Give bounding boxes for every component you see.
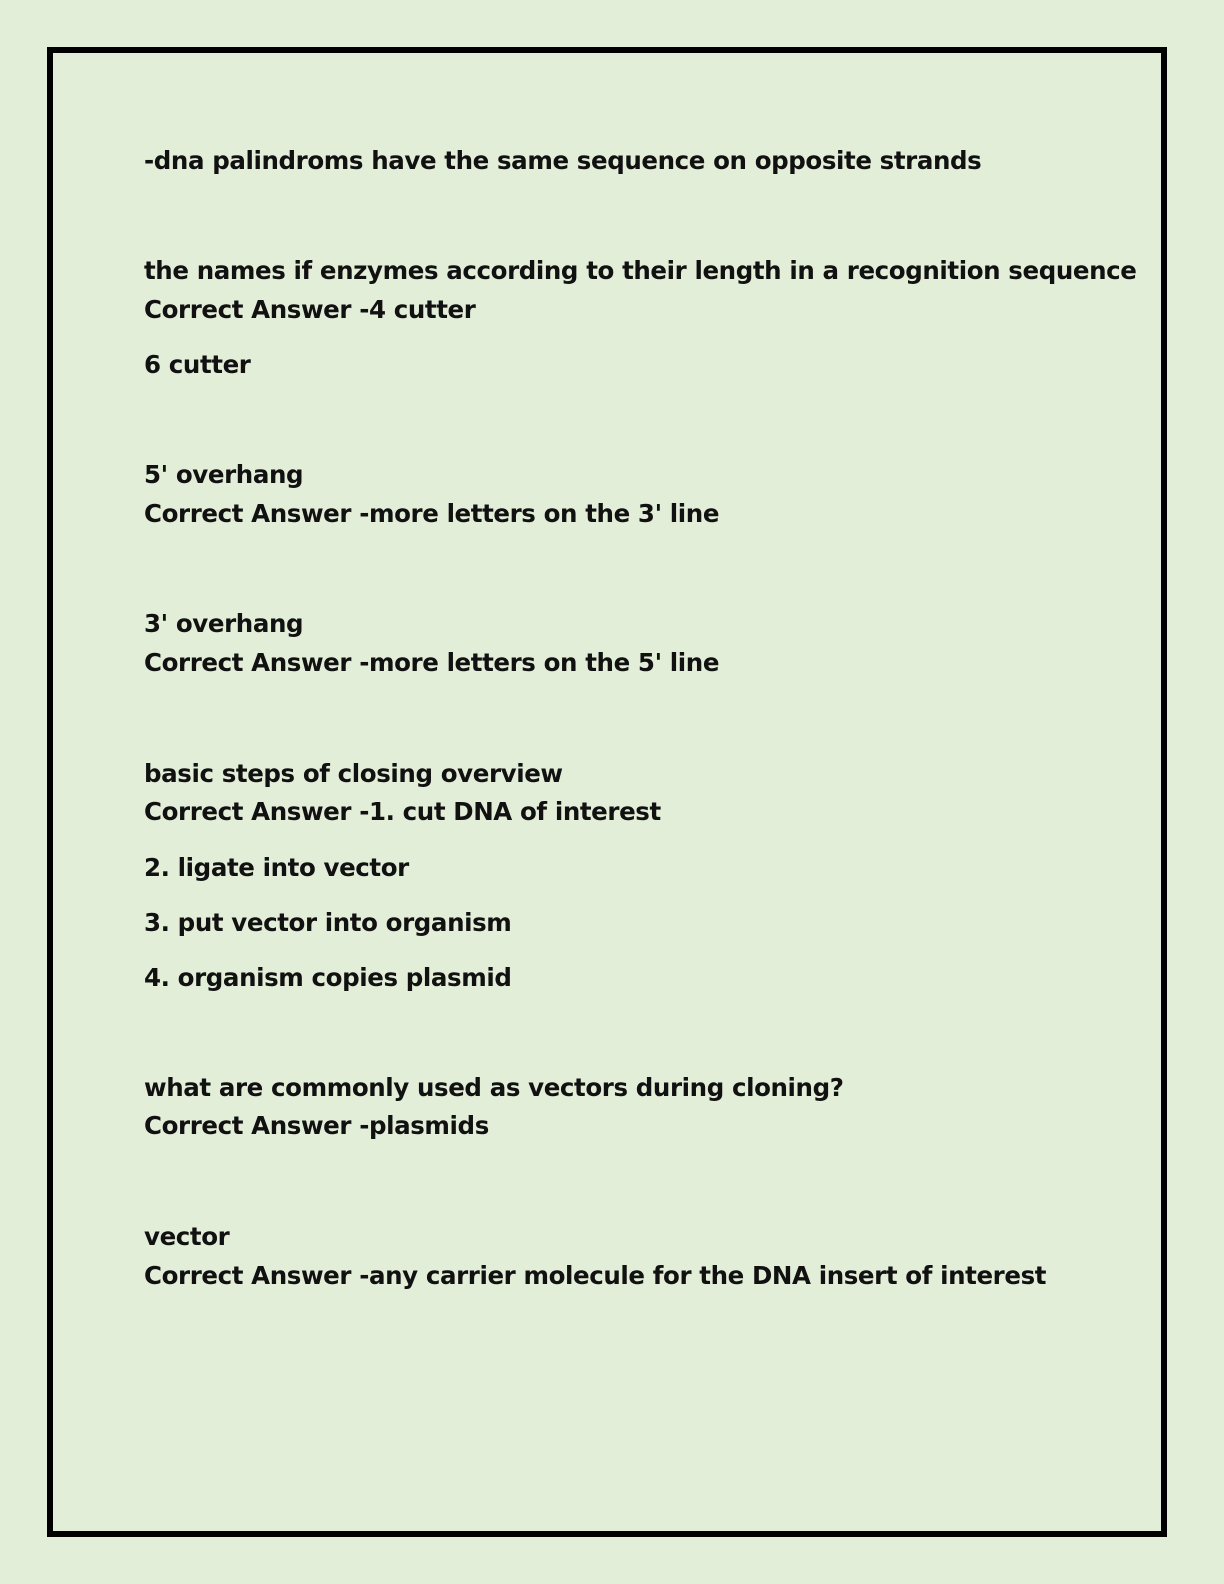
- answer-1-line-2: 6 cutter: [144, 350, 251, 379]
- answer-2-line-1: Correct Answer -more letters on the 3' line: [144, 499, 720, 528]
- answer-4-line-1: Correct Answer -1. cut DNA of interest: [144, 797, 661, 826]
- answer-4-line-2: 2. ligate into vector: [144, 853, 409, 882]
- question-5: what are commonly used as vectors during cloning?: [144, 1073, 844, 1102]
- intro-line: -dna palindroms have the same sequence on opposite strands: [144, 146, 982, 175]
- question-4: basic steps of closing overview: [144, 759, 563, 788]
- question-2: 5' overhang: [144, 460, 304, 489]
- question-1: the names if enzymes according to their length in a recognition sequence: [144, 256, 1137, 285]
- question-3: 3' overhang: [144, 609, 304, 638]
- answer-4-line-4: 4. organism copies plasmid: [144, 963, 512, 992]
- answer-4-line-3: 3. put vector into organism: [144, 908, 512, 937]
- question-6: vector: [144, 1222, 230, 1251]
- answer-1-line-1: Correct Answer -4 cutter: [144, 295, 476, 324]
- answer-6-line-1: Correct Answer -any carrier molecule for the DNA insert of interest: [144, 1261, 1047, 1290]
- answer-3-line-1: Correct Answer -more letters on the 5' line: [144, 648, 720, 677]
- answer-5-line-1: Correct Answer -plasmids: [144, 1111, 489, 1140]
